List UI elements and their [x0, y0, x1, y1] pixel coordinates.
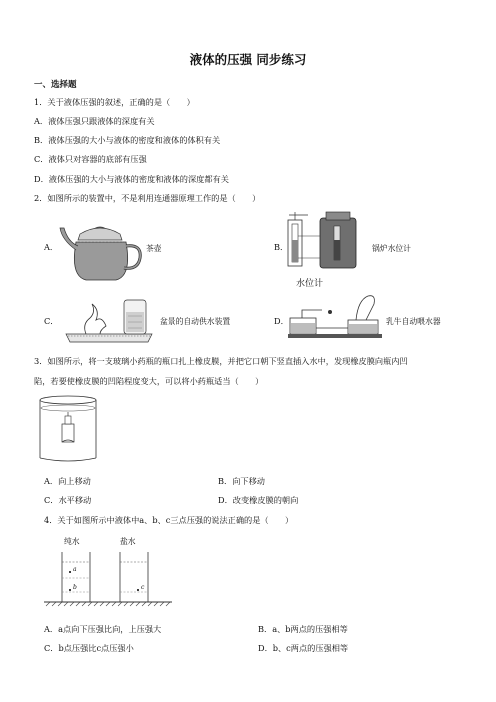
q3-option-b: B．向下移动	[218, 476, 265, 486]
q2-a-letter: A．	[44, 242, 59, 252]
q2-stem: 2．如图所示的装置中，不是利用连通器原理工作的是（ ）	[34, 193, 261, 203]
q3-stem-line1: 3．如图所示，将一支玻璃小药瓶的瓶口扎上橡皮膜，并把它口朝下竖直插入水中，发现橡皮膜向瓶内凹	[34, 356, 408, 366]
q4-option-b: B．a、b两点的压强相等	[258, 624, 348, 634]
q3-option-c: C．水平移动	[44, 495, 92, 505]
q4-point-a: a	[73, 566, 77, 573]
q4-option-d: D．b、c两点的压强相等	[258, 643, 349, 653]
q3-stem-line2: 陷，若要使橡皮膜的凹陷程度变大，可以将小药瓶适当（ ）	[34, 376, 264, 386]
q2-c-letter: C．	[44, 316, 59, 326]
page-title: 液体的压强 同步练习	[189, 52, 307, 67]
q1-option-a: A．液体压强只跟液体的深度有关	[34, 116, 155, 126]
q1-stem: 1．关于液体压强的叙述，正确的是（ ）	[34, 97, 195, 107]
q4-point-c: c	[141, 584, 145, 591]
q4-option-a: A．a点向下压强比向，上压强大	[44, 624, 162, 634]
section-heading: 一、选择题	[34, 80, 77, 90]
q2-b-inner-label: 水位计	[296, 279, 324, 289]
q1-option-d: D．液体压强的大小与液体的密度和液体的深度都有关	[34, 174, 229, 184]
vial-in-water-figure	[36, 394, 100, 464]
q2-c-caption: 盆景的自动供水装置	[160, 317, 231, 326]
q2-b-letter: B．	[274, 242, 289, 252]
q2-d-letter: D．	[274, 316, 289, 326]
plant-supply-figure	[60, 296, 160, 348]
q3-option-d: D．改变橡皮膜的朝向	[218, 495, 299, 505]
q1-option-b: B．液体压强的大小与液体的密度和液体的体积有关	[34, 135, 221, 145]
two-containers-figure	[44, 548, 174, 612]
teapot-figure	[56, 214, 146, 284]
q1-option-c: C．液体只对容器的底部有压强	[34, 154, 147, 164]
q4-label-pure-water: 纯水	[64, 537, 80, 546]
q4-label-salt-water: 盐水	[120, 537, 136, 546]
cattle-feeder-figure	[286, 290, 386, 346]
boiler-gauge-figure	[286, 210, 366, 274]
q3-option-a: A．向上移动	[44, 476, 91, 486]
q2-a-caption: 茶壶	[146, 244, 162, 253]
q2-b-caption: 锅炉水位计	[372, 244, 411, 253]
q4-stem: 4．关于如图所示中液体中a、b、c三点压强的说法正确的是（ ）	[44, 515, 294, 525]
q2-d-caption: 乳牛自动喂水器	[386, 317, 441, 326]
q4-option-c: C．b点压强比c点压强小	[44, 643, 134, 653]
q4-point-b: b	[73, 584, 77, 591]
